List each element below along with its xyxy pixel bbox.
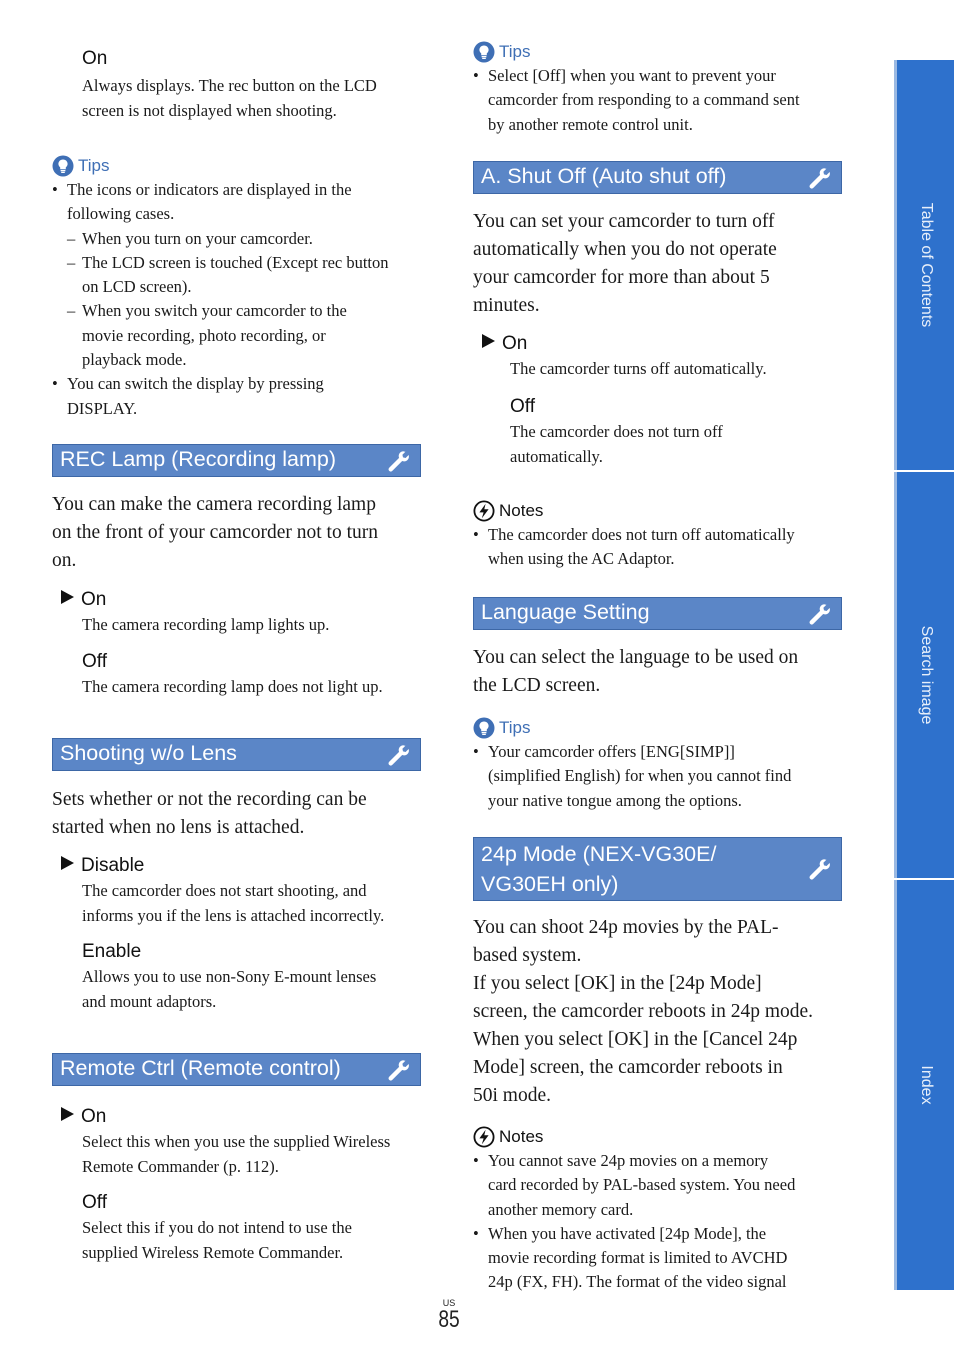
list-item: • The camcorder does not turn off automatically when using the AC Adaptor. bbox=[473, 523, 848, 572]
option-label: On bbox=[81, 589, 107, 610]
option-label: On bbox=[82, 48, 108, 69]
option-enable bbox=[82, 940, 427, 1014]
option-off bbox=[82, 650, 427, 700]
wrench-icon bbox=[386, 1058, 412, 1082]
notes-bolt-icon bbox=[473, 500, 495, 522]
notes-bolt-icon bbox=[473, 1126, 495, 1148]
option-label: Off bbox=[510, 396, 535, 417]
list-item: • You cannot save 24p movies on a memory card recorded by PAL-based system. You need another memory card. bbox=[473, 1149, 848, 1222]
list-item: • Select [Off] when you want to prevent your camcorder from responding to a command sent by another remote control unit. bbox=[473, 64, 848, 137]
option-label: Off bbox=[82, 1192, 107, 1213]
list-item: • The icons or indicators are displayed in the following cases. bbox=[52, 178, 427, 227]
section-header-shooting-without-lens[interactable] bbox=[52, 738, 421, 771]
section-title: REC Lamp (Recording lamp) bbox=[60, 447, 337, 471]
selected-arrow-icon bbox=[61, 590, 74, 604]
option-description: The camera recording lamp lights up. bbox=[82, 615, 330, 634]
tips-label: Tips bbox=[78, 156, 110, 175]
section-title: A. Shut Off (Auto shut off) bbox=[481, 164, 727, 188]
option-label: Disable bbox=[81, 855, 145, 876]
page-number-value: 85 bbox=[438, 1306, 460, 1333]
selected-arrow-icon bbox=[482, 334, 495, 348]
list-item: – The LCD screen is touched (Except rec button on LCD screen). bbox=[67, 252, 389, 297]
list-item: • You can switch the display by pressing DISPLAY. bbox=[52, 372, 427, 421]
tab-label: Search image bbox=[917, 625, 935, 725]
option-label: On bbox=[502, 333, 528, 354]
tips-heading bbox=[473, 40, 848, 64]
option-disable bbox=[61, 854, 427, 928]
tips-heading bbox=[473, 716, 848, 740]
notes-list bbox=[473, 523, 848, 572]
section-title: Remote Ctrl (Remote control) bbox=[60, 1056, 341, 1080]
option-description: Select this if you do not intend to use the supplied Wireless Remote Commander. bbox=[82, 1218, 352, 1262]
tab-search-image[interactable] bbox=[894, 472, 954, 878]
option-label: Enable bbox=[82, 941, 142, 962]
list-item: • When you have activated [24p Mode], the movie recording format is limited to AVCHD 24p (FX, FH). The format of the video signal bbox=[473, 1222, 848, 1295]
page-number bbox=[438, 1298, 460, 1333]
section-title: Shooting w/o Lens bbox=[60, 741, 237, 765]
section-header-auto-shut-off[interactable] bbox=[473, 161, 842, 194]
option-on bbox=[482, 332, 848, 382]
tips-list bbox=[52, 178, 427, 421]
tab-label: Index bbox=[917, 1065, 935, 1105]
notes-block bbox=[473, 499, 848, 572]
option-description: Select this when you use the supplied Wireless Remote Commander (p. 112). bbox=[82, 1132, 391, 1176]
region-code: US bbox=[442, 1298, 456, 1308]
tab-label: Table of Contents bbox=[917, 202, 935, 328]
wrench-icon bbox=[386, 743, 412, 767]
tips-heading bbox=[52, 154, 427, 178]
notes-label: Notes bbox=[499, 1127, 544, 1146]
tips-label: Tips bbox=[499, 42, 531, 61]
section-header-rec-lamp[interactable] bbox=[52, 444, 421, 477]
list-item: • Your camcorder offers [ENG[SIMP]] (simplified English) for when you cannot find your native tongue among the options. bbox=[473, 740, 848, 813]
notes-heading bbox=[473, 499, 848, 523]
selected-arrow-icon bbox=[61, 856, 74, 870]
section-intro: You can make the camera recording lamp on the front of your camcorder not to turn on. bbox=[52, 494, 378, 571]
tips-list bbox=[473, 64, 848, 137]
option-on-display bbox=[82, 47, 427, 123]
section-intro: You can set your camcorder to turn off automatically when you do not operate your camcorder for more than about 5 minutes. bbox=[473, 211, 777, 316]
option-description: The camera recording lamp does not light up. bbox=[82, 677, 383, 696]
wrench-icon bbox=[807, 857, 833, 881]
section-header-language-setting[interactable] bbox=[473, 597, 842, 630]
option-label: On bbox=[81, 1106, 107, 1127]
list-item: – When you switch your camcorder to the movie recording, photo recording, or playback mode. bbox=[67, 301, 347, 370]
notes-block bbox=[473, 1125, 848, 1295]
section-title: Language Setting bbox=[481, 600, 650, 624]
section-title: 24p Mode (NEX-VG30E/ VG30EH only) bbox=[481, 842, 717, 896]
tips-block bbox=[473, 40, 848, 137]
notes-list bbox=[473, 1149, 848, 1295]
wrench-icon bbox=[807, 166, 833, 190]
wrench-icon bbox=[807, 602, 833, 626]
tab-table-of-contents[interactable] bbox=[894, 60, 954, 470]
tips-list bbox=[473, 740, 848, 813]
section-intro: You can select the language to be used on the LCD screen. bbox=[473, 647, 799, 696]
option-on bbox=[61, 588, 427, 638]
tips-bulb-icon bbox=[473, 717, 495, 739]
notes-heading bbox=[473, 1125, 848, 1149]
list-item: – When you turn on your camcorder. bbox=[67, 228, 313, 248]
option-on bbox=[61, 1105, 427, 1179]
notes-label: Notes bbox=[499, 501, 544, 520]
tips-block bbox=[52, 154, 427, 421]
option-label: Off bbox=[82, 651, 107, 672]
section-header-24p-mode[interactable] bbox=[473, 837, 842, 901]
option-description: Allows you to use non-Sony E-mount lenses and mount adaptors. bbox=[82, 967, 377, 1011]
section-intro: Sets whether or not the recording can be started when no lens is attached. bbox=[52, 789, 367, 838]
option-description: The camcorder does not start shooting, and informs you if the lens is attached incorrectly. bbox=[82, 881, 385, 925]
selected-arrow-icon bbox=[61, 1107, 74, 1121]
option-description: Always displays. The rec button on the LCD screen is not displayed when shooting. bbox=[82, 76, 377, 120]
tips-label: Tips bbox=[499, 718, 531, 737]
tab-index[interactable] bbox=[894, 880, 954, 1290]
wrench-icon bbox=[386, 449, 412, 473]
option-description: The camcorder does not turn off automatically. bbox=[510, 422, 723, 466]
tips-bulb-icon bbox=[473, 41, 495, 63]
section-intro: You can shoot 24p movies by the PAL- based system. If you select [OK] in the [24p Mode] screen, the camcorder reboots in 24p mode. When you select [OK] in the [Cancel 24p Mode] screen, the camcorder reboots in 50i mode. bbox=[473, 917, 814, 1106]
option-off bbox=[82, 1191, 427, 1265]
section-header-remote-ctrl[interactable] bbox=[52, 1053, 421, 1086]
option-description: The camcorder turns off automatically. bbox=[510, 359, 767, 378]
option-off bbox=[510, 395, 848, 469]
tips-block bbox=[473, 716, 848, 813]
tips-bulb-icon bbox=[52, 155, 74, 177]
